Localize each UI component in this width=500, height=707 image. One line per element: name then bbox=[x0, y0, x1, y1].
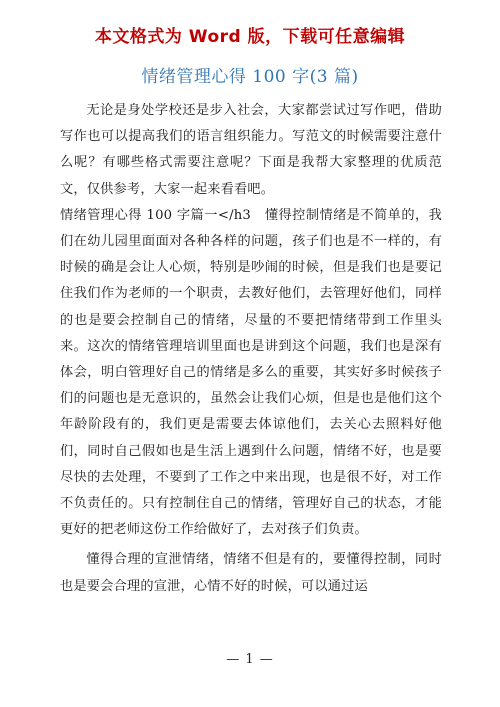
essay-one-paragraph-continued: 懂得合理的宣泄情绪，情绪不但是有的，要懂得控制，同时也是要会合理的宣泄，心情不好的时候，可以通过运 bbox=[60, 552, 442, 594]
document-title: 情绪管理心得 100 字(3 篇) bbox=[141, 67, 359, 87]
page-number: — 1 — bbox=[226, 652, 274, 667]
intro-paragraph: 无论是身处学校还是步入社会，大家都尝试过写作吧，借助写作也可以提高我们的语言组织能力。写范文的时候需要注意什么呢？有哪些格式需要注意呢？下面是我帮大家整理的优质范文，仅供参考，大家一起来看看吧。 bbox=[60, 103, 442, 197]
word-format-banner: 本文格式为 Word 版，下载可任意编辑 bbox=[94, 27, 406, 47]
document-body bbox=[60, 98, 442, 600]
essay-one-paragraph: 情绪管理心得 100 字篇一</h3 懂得控制情绪是不简单的，我们在幼儿园里面面对各种各样的问题，孩子们也是不一样的，有时候的确是会让人心烦，特别是吵闹的时候，但是我们也是要记住我们作为老师的一个职责，去教好他们，去管理好他们，同样的也是要会控制自己的情绪，尽量的不要把情绪带到工作里头来。这次的情绪管理培训里面也是讲到这个问题，我们也是深有体会，明白管理好自己的情绪是多么的重要，其实好多时候孩子们的问题也是无意识的，虽然会让我们心烦，但是也是他们这个年龄阶段有的，我们更是需要去体谅他们，去关心去照料好他们，同时自己假如也是生活上遇到什么问题，情绪不好，也是要尽快的去处理，不要到了工作之中来出现，也是很不好，对工作不负责任的。只有控制住自己的情绪，管理好自己的状态，才能更好的把老师这份工作给做好了，去对孩子们负责。 bbox=[60, 207, 442, 538]
